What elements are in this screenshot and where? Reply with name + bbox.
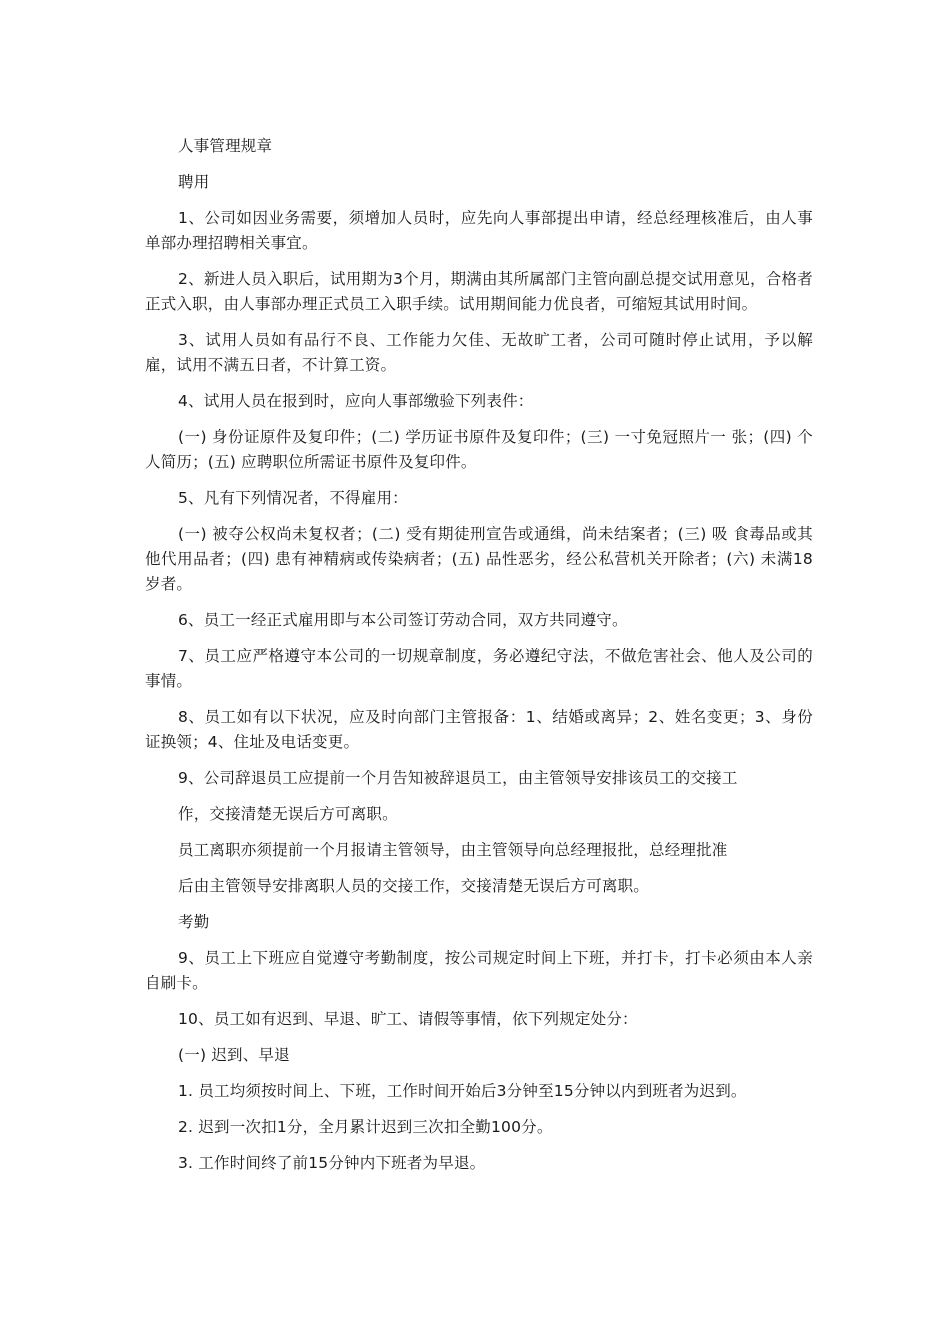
paragraph: 后由主管领导安排离职人员的交接工作，交接清楚无误后方可离职。 <box>178 877 650 895</box>
paragraph: 9、公司辞退员工应提前一个月告知被辞退员工，由主管领导安排该员工的交接工 <box>178 769 738 787</box>
paragraph: (一) 被夺公权尚未复权者；(二) 受有期徒刑宣告或通缉，尚未结案者；(三) 吸 食毒品或其他代用品者；(四) 患有神精病或传染病者；(五) 品性恶劣，经公私营机关开除者；(六) 未满18岁者。 <box>145 525 813 593</box>
section-heading-hiring: 聘用 <box>178 173 210 191</box>
paragraph: 8、员工如有以下状况，应及时向部门主管报备：1、结婚或离异；2、姓名变更；3、身份证换领；4、住址及电话变更。 <box>145 708 813 751</box>
section-heading-attendance: 考勤 <box>178 913 210 931</box>
paragraph: (一) 迟到、早退 <box>178 1046 290 1064</box>
paragraph: 7、员工应严格遵守本公司的一切规章制度，务必遵纪守法，不做危害社会、他人及公司的事情。 <box>145 647 813 690</box>
document-title: 人事管理规章 <box>178 137 273 155</box>
paragraph: 3. 工作时间终了前15分钟内下班者为早退。 <box>178 1154 486 1172</box>
paragraph: 作，交接清楚无误后方可离职。 <box>178 805 398 823</box>
paragraph: 5、凡有下列情况者，不得雇用： <box>178 489 408 507</box>
paragraph: 4、试用人员在报到时，应向人事部缴验下列表件： <box>178 392 534 410</box>
paragraph: 1、公司如因业务需要，须增加人员时，应先向人事部提出申请，经总经理核准后，由人事单部办理招聘相关事宜。 <box>145 209 813 252</box>
paragraph: 2、新进人员入职后，试用期为3个月，期满由其所属部门主管向副总提交试用意见，合格者正式入职，由人事部办理正式员工入职手续。试用期间能力优良者，可缩短其试用时间。 <box>145 270 813 313</box>
paragraph: 员工离职亦须提前一个月报请主管领导，由主管领导向总经理报批，总经理批准 <box>178 841 728 859</box>
paragraph: 1. 员工均须按时间上、下班，工作时间开始后3分钟至15分钟以内到班者为迟到。 <box>178 1082 747 1100</box>
paragraph: 2. 迟到一次扣1分，全月累计迟到三次扣全勤100分。 <box>178 1118 553 1136</box>
paragraph: (一) 身份证原件及复印件；(二) 学历证书原件及复印件；(三) 一寸免冠照片一 张；(四) 个人简历；(五) 应聘职位所需证书原件及复印件。 <box>145 428 813 471</box>
paragraph: 6、员工一经正式雇用即与本公司签订劳动合同，双方共同遵守。 <box>178 611 628 629</box>
paragraph: 3、试用人员如有品行不良、工作能力欠佳、无故旷工者，公司可随时停止试用，予以解雇，试用不满五日者，不计算工资。 <box>145 331 813 374</box>
paragraph: 10、员工如有迟到、早退、旷工、请假等事情，依下列规定处分： <box>178 1010 638 1028</box>
document-body <box>145 134 813 1187</box>
paragraph: 9、员工上下班应自觉遵守考勤制度，按公司规定时间上下班，并打卡，打卡必须由本人亲自刷卡。 <box>145 949 813 992</box>
